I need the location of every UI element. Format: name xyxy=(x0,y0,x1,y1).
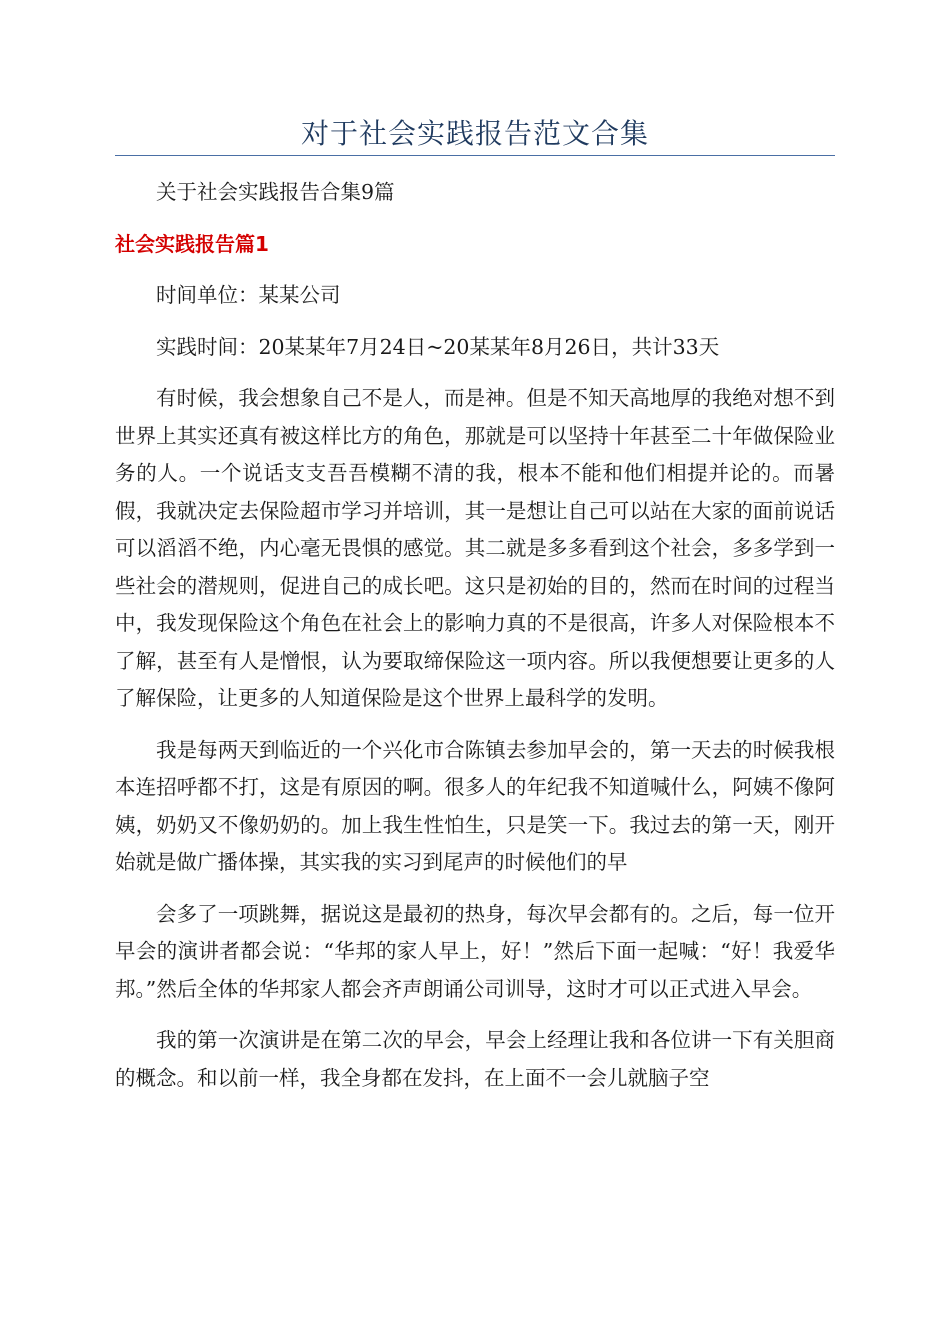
time-line: 实践时间：20某某年7月24日~20某某年8月26日，共计33天 xyxy=(156,334,720,359)
paragraph-3: 会多了一项跳舞，据说这是最初的热身，每次早会都有的。之后，每一位开早会的演讲者都会说：“华邦的家人早上，好！”然后下面一起喊：“好！我爱华邦。”然后全体的华邦家人都会齐声朗诵公司训导，这时才可以正式进入早会。 xyxy=(115,901,835,1001)
title-underline xyxy=(115,155,835,156)
document-title: 对于社会实践报告范文合集 xyxy=(300,117,649,150)
paragraph-1: 有时候，我会想象自己不是人，而是神。但是不知天高地厚的我绝对想不到世界上其实还真有被这样比方的角色，那就是可以坚持十年甚至二十年做保险业务的人。一个说话支支吾吾模糊不清的我，根本不能和他们相提并论的。而暑假，我就决定去保险超市学习并培训，其一是想让自己可以站在大家的面前说话可以滔滔不绝，内心毫无畏惧的感觉。其二就是多多看到这个社会，多多学到一些社会的潜规则，促进自己的成长吧。这只是初始的目的，然而在时间的过程当中，我发现保险这个角色在社会上的影响力真的不是很高，许多人对保险根本不了解，甚至有人是憎恨，认为要取缔保险这一项内容。所以我便想要让更多的人了解保险，让更多的人知道保险是这个世界上最科学的发明。 xyxy=(115,386,835,710)
unit-line: 时间单位：某某公司 xyxy=(156,283,341,307)
paragraph-2: 我是每两天到临近的一个兴化市合陈镇去参加早会的，第一天去的时候我根本连招呼都不打，这是有原因的啊。很多人的年纪我不知道喊什么，阿姨不像阿姨，奶奶又不像奶奶的。加上我生性怕生，只是笑一下。我过去的第一天，刚开始就是做广播体操，其实我的实习到尾声的时候他们的早 xyxy=(115,737,835,874)
intro-line: 关于社会实践报告合集9篇 xyxy=(156,180,395,204)
document-body xyxy=(115,174,835,1111)
section-heading: 社会实践报告篇1 xyxy=(115,231,269,256)
paragraph-4: 我的第一次演讲是在第二次的早会，早会上经理让我和各位讲一下有关胆商的概念。和以前一样，我全身都在发抖，在上面不一会儿就脑子空 xyxy=(115,1028,835,1090)
